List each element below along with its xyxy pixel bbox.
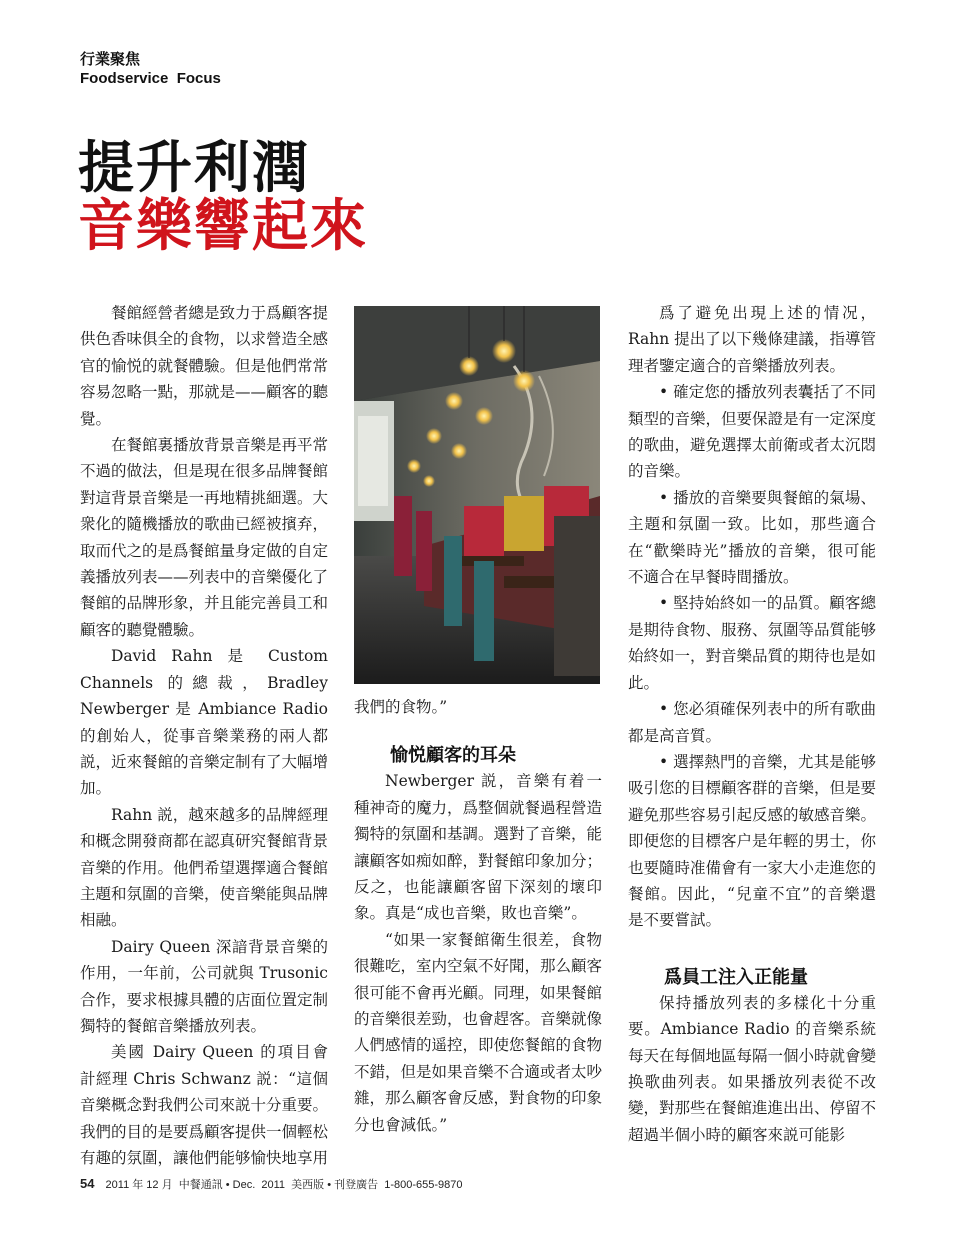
section-label-zh: 行業聚焦: [80, 51, 141, 68]
subhead-1: 愉悦顧客的耳朵: [390, 745, 516, 766]
bullet-item: • 您必須確保列表中的所有歌曲都是高音質。: [628, 700, 876, 745]
restaurant-photo: [354, 306, 600, 684]
section-label-en: Foodservice Focus: [80, 70, 221, 87]
paragraph: 爲了避免出現上述的情况，Rahn 提出了以下幾條建議，指導管理者鑒定適合的音樂播放列表。: [628, 304, 876, 375]
subhead-2: 爲員工注入正能量: [664, 966, 808, 987]
paragraph: Newberger 説，音樂有着一種神奇的魔力，爲整個就餐過程營造獨特的氛圍和基調。選對了音樂，能讓顧客如痴如醉，對餐館印象加分；反之，也能讓顧客留下深刻的壞印象。真是“成也音樂，敗也音樂”。: [354, 772, 603, 923]
column-1: [80, 300, 328, 1171]
section-label: [80, 50, 221, 88]
paragraph: 在餐館裏播放背景音樂是再平常不過的做法，但是現在很多品牌餐館對這背景音樂是一再地精挑細選。大衆化的隨機播放的歌曲已經被擯弃，取而代之的是爲餐館量身定做的自定義播放列表——列表中的音樂優化了餐館的品牌形象，并且能完善員工和顧客的聽覺體驗。: [80, 436, 329, 639]
paragraph-continuation: 我們的食物。”: [354, 698, 448, 716]
paragraph: Dairy Queen 深諳背景音樂的作用，一年前，公司就與 Trusonic 合作，要求根據具體的店面位置定制獨特的餐館音樂播放列表。: [80, 937, 329, 1035]
bullet-item: • 播放的音樂要與餐館的氣場、主題和氛圍一致。比如，那些適合在“歡樂時光”播放的音樂，很可能不適合在早餐時間播放。: [628, 488, 876, 587]
footer-text: 2011 年 12 月 中餐通訊 • Dec. 2011 美西版 • 刊登廣告 1-800-655-9870: [105, 1179, 463, 1191]
paragraph: David Rahn 是 Custom Channels 的總裁，Bradley Newberger 是 Ambiance Radio 的創始人，從事音樂業務的兩人都説，近來餐館的音樂定制有了大幅增加。: [80, 647, 329, 798]
headline-line-2: 音樂響起來: [78, 193, 368, 259]
page-footer: [80, 1176, 463, 1192]
bullet-item: • 選擇熱門的音樂，尤其是能够吸引您的目標顧客群的音樂，但是要避免那些容易引起反感的敏感音樂。即便您的目標客户是年輕的男士，你也要隨時准備會有一家大小走進您的餐館。因此，“兒童不宜”的音樂還是不要嘗試。: [628, 752, 877, 930]
paragraph: “如果一家餐館衛生很差，食物很難吃，室内空氣不好聞，那么顧客很可能不會再光顧。同理，如果餐館的音樂很差勁，也會趕客。音樂就像人們感情的遥控，即使您餐館的食物不錯，但是如果音樂不合適或者太吵雜，那么顧客會反感，對食物的印象分也會減低。”: [354, 930, 603, 1134]
paragraph: Rahn 説，越來越多的品牌經理和概念開發商都在認真研究餐館背景音樂的作用。他們希望選擇適合餐館主題和氛圍的音樂，使音樂能與品牌相融。: [80, 805, 329, 930]
bullet-item: • 堅持始終如一的品質。顧客總是期待食物、服務、氛圍等品質能够始終如一，對音樂品質的期待也是如此。: [628, 594, 877, 692]
column-3: [628, 300, 876, 1148]
bullet-item: • 確定您的播放列表囊括了不同類型的音樂，但要保證是有一定深度的歌曲，避免選擇太前衛或者太沉悶的音樂。: [628, 383, 877, 481]
page-number: 54: [80, 1176, 95, 1191]
paragraph: 餐館經營者總是致力于爲顧客提供色香味俱全的食物，以求營造全感官的愉悦的就餐體驗。但是他們常常容易忽略一點，那就是——顧客的聽覺。: [80, 304, 329, 428]
headline-line-1: 提升利潤: [78, 135, 310, 201]
paragraph: 保持播放列表的多樣化十分重要。Ambiance Radio 的音樂系統每天在每個地區每隔一個小時就會變换歌曲列表。如果播放列表從不改變，對那些在餐館進進出出、停留不超過半個小時的顧客來説可能影: [628, 993, 877, 1144]
paragraph: 美國 Dairy Queen 的項目會計經理 Chris Schwanz 説：“這個音樂概念對我們公司來説十分重要。我們的目的是要爲顧客提供一個輕松有趣的氛圍，讓他們能够愉快地享用: [80, 1043, 329, 1167]
column-2: [354, 694, 602, 1138]
